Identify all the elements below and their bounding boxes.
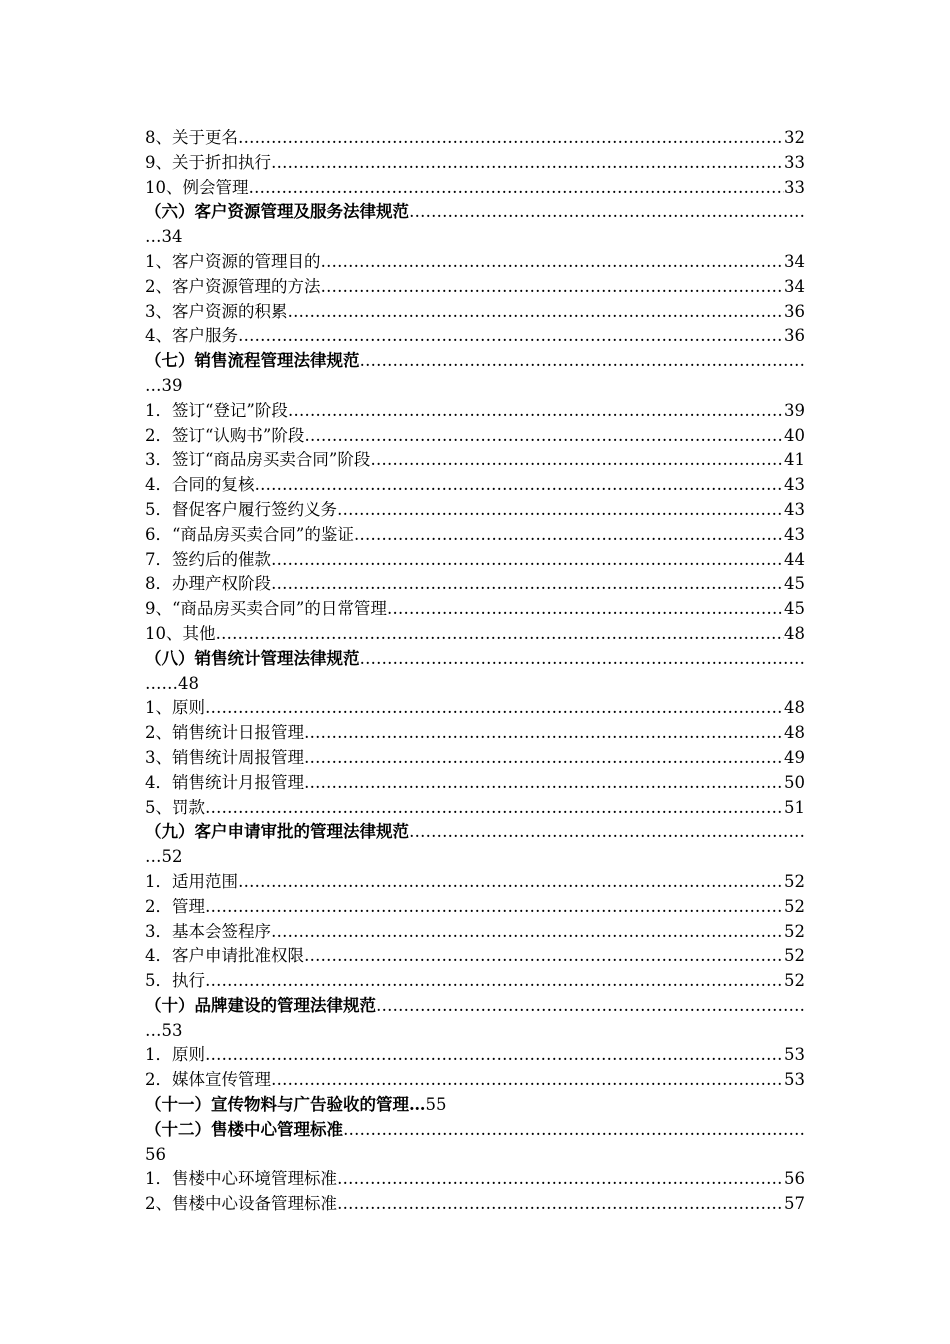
toc-section-heading[interactable] [145,1093,805,1118]
toc-page-number: 41 [784,450,805,470]
toc-entry-title: 1．售楼中心环境管理标准 [145,1169,337,1189]
toc-entry-title: 7．签约后的催款 [145,549,271,569]
table-of-contents [145,126,805,1217]
toc-entry-title: （七）销售流程管理法律规范 [145,351,360,371]
toc-entry[interactable] [145,597,805,622]
toc-page-number: 48 [784,623,805,643]
toc-entry-title: 2．签订“认购书”阶段 [145,425,305,445]
toc-entry[interactable] [145,746,805,771]
toc-wrapped-page-number: 56 [145,1144,166,1164]
dot-leader [337,1167,784,1192]
toc-entry[interactable] [145,572,805,597]
toc-entry-title: 1．签订“登记”阶段 [145,400,288,420]
toc-entry-title: 9、“商品房买卖合同”的日常管理 [145,599,387,619]
dot-leader [360,647,806,672]
toc-page-number: 40 [784,425,805,445]
toc-section-heading[interactable] [145,820,805,845]
toc-section-heading[interactable] [145,994,805,1019]
toc-wrapped-page-number: ……48 [145,673,199,693]
toc-page-number: 57 [784,1194,805,1214]
dot-leader [321,250,785,275]
toc-entry[interactable] [145,399,805,424]
toc-entry-title: 3、销售统计周报管理 [145,747,304,767]
toc-page-number: 44 [784,549,805,569]
toc-page-number: 39 [784,400,805,420]
dot-leader [288,300,785,325]
dot-leader [271,151,784,176]
dot-leader [376,994,805,1019]
toc-entry[interactable] [145,324,805,349]
dot-leader [337,1192,784,1217]
toc-entry[interactable] [145,895,805,920]
dot-leader [304,944,784,969]
toc-entry[interactable] [145,548,805,573]
toc-entry-title: 6．“商品房买卖合同”的鉴证 [145,524,354,544]
toc-entry-title: 1．原则 [145,1045,205,1065]
toc-page-number: 45 [784,599,805,619]
toc-entry[interactable] [145,721,805,746]
toc-page-number: 43 [784,499,805,519]
toc-entry[interactable] [145,448,805,473]
dot-leader [271,920,784,945]
dot-leader [238,324,784,349]
dot-leader [288,399,784,424]
toc-page-number: 48 [784,723,805,743]
toc-entry[interactable] [145,1167,805,1192]
dot-leader [304,424,784,449]
dot-leader [304,771,784,796]
toc-wrapped-page-number: …39 [145,375,183,395]
toc-page-number: 52 [784,946,805,966]
toc-entry-title: （十一）宣传物料与广告验收的管理… [145,1095,426,1115]
toc-page-number: 34 [784,276,805,296]
toc-page-number: 49 [784,747,805,767]
toc-wrapped-page-number: …34 [145,227,183,247]
dot-leader [304,721,784,746]
toc-entry-title: 3．签订“商品房买卖合同”阶段 [145,450,371,470]
dot-leader [271,572,784,597]
dot-leader [205,1043,784,1068]
toc-entry-title: 1．适用范围 [145,871,238,891]
toc-page-number: 33 [784,152,805,172]
toc-entry-title: 1、原则 [145,698,205,718]
toc-entry-title: 3、客户资源的积累 [145,301,288,321]
toc-page-number: 34 [784,251,805,271]
toc-entry-title: 1、客户资源的管理目的 [145,251,321,271]
toc-entry[interactable] [145,1068,805,1093]
toc-page-number: 53 [784,1070,805,1090]
toc-page-number: 55 [425,1095,447,1115]
dot-leader [343,1118,805,1143]
toc-entry-title: 5、罚款 [145,797,205,817]
toc-entry-title: 4．合同的复核 [145,475,255,495]
toc-entry-title: 2、客户资源管理的方法 [145,276,321,296]
toc-section-heading[interactable] [145,647,805,672]
toc-wrapped-page-number: …53 [145,1020,183,1040]
toc-entry[interactable] [145,796,805,821]
dot-leader [238,870,784,895]
toc-entry[interactable] [145,771,805,796]
dot-leader [360,349,806,374]
toc-page-number: 43 [784,524,805,544]
dot-leader [271,1068,784,1093]
toc-entry-title: 3．基本会签程序 [145,921,271,941]
dot-leader [337,498,784,523]
toc-page-number: 56 [784,1169,805,1189]
toc-entry-title: 4．销售统计月报管理 [145,772,304,792]
toc-entry[interactable] [145,523,805,548]
dot-leader [216,622,785,647]
toc-section-heading[interactable] [145,349,805,374]
toc-section-heading[interactable] [145,200,805,225]
dot-leader [354,523,784,548]
toc-entry[interactable] [145,126,805,151]
toc-entry[interactable] [145,622,805,647]
toc-entry-title: 2、销售统计日报管理 [145,723,304,743]
dot-leader [304,746,784,771]
toc-page-number: 33 [784,177,805,197]
toc-entry-title: （八）销售统计管理法律规范 [145,648,360,668]
toc-page-number: 52 [784,896,805,916]
toc-page-number: 52 [784,921,805,941]
dot-leader [409,200,805,225]
toc-entry[interactable] [145,151,805,176]
toc-entry-title: （十二）售楼中心管理标准 [145,1119,343,1139]
toc-entry[interactable] [145,176,805,201]
dot-leader [387,597,784,622]
toc-page-number: 36 [784,326,805,346]
toc-entry-title: 4、客户服务 [145,326,238,346]
toc-entry-title: 5．执行 [145,971,205,991]
toc-entry[interactable] [145,870,805,895]
toc-entry[interactable] [145,498,805,523]
toc-page-number: 43 [784,475,805,495]
toc-page-number: 52 [784,871,805,891]
toc-entry-title: 2、售楼中心设备管理标准 [145,1194,337,1214]
toc-entry[interactable] [145,275,805,300]
toc-page-number: 32 [784,128,805,147]
toc-entry-title: 10、例会管理 [145,177,249,197]
toc-page-number: 52 [784,971,805,991]
toc-page-number: 50 [784,772,805,792]
dot-leader [205,696,784,721]
toc-entry-title: （十）品牌建设的管理法律规范 [145,995,376,1015]
toc-entry[interactable] [145,969,805,994]
toc-entry[interactable] [145,1043,805,1068]
toc-wrapped-page-number: …52 [145,847,183,867]
toc-page-number: 51 [784,797,805,817]
toc-entry-title: 5．督促客户履行签约义务 [145,499,337,519]
toc-page-number: 45 [784,574,805,594]
toc-entry-title: 9、关于折扣执行 [145,152,271,172]
toc-entry-title: 8．办理产权阶段 [145,574,271,594]
toc-entry[interactable] [145,944,805,969]
toc-entry-title: 2．管理 [145,896,205,916]
toc-entry-title: 2．媒体宣传管理 [145,1070,271,1090]
toc-entry-title: 4．客户申请批准权限 [145,946,304,966]
toc-entry[interactable] [145,696,805,721]
dot-leader [409,820,805,845]
dot-leader [370,448,784,473]
toc-entry-title: （九）客户申请审批的管理法律规范 [145,822,409,842]
toc-entry[interactable] [145,250,805,275]
dot-leader [205,969,784,994]
dot-leader [205,796,784,821]
dot-leader [271,548,784,573]
toc-page-number: 48 [784,698,805,718]
toc-entry[interactable] [145,473,805,498]
toc-section-heading[interactable] [145,1118,805,1143]
toc-entry[interactable] [145,920,805,945]
toc-entry[interactable] [145,300,805,325]
toc-page-number: 36 [784,301,805,321]
toc-entry-title: 8、关于更名 [145,128,238,147]
dot-leader [255,473,785,498]
toc-entry[interactable] [145,424,805,449]
dot-leader [249,176,785,201]
dot-leader [205,895,784,920]
toc-entry-title: 10、其他 [145,623,216,643]
toc-page-number: 53 [784,1045,805,1065]
toc-entry-title: （六）客户资源管理及服务法律规范 [145,202,409,222]
dot-leader [321,275,785,300]
dot-leader [238,126,784,151]
toc-entry[interactable] [145,1192,805,1217]
